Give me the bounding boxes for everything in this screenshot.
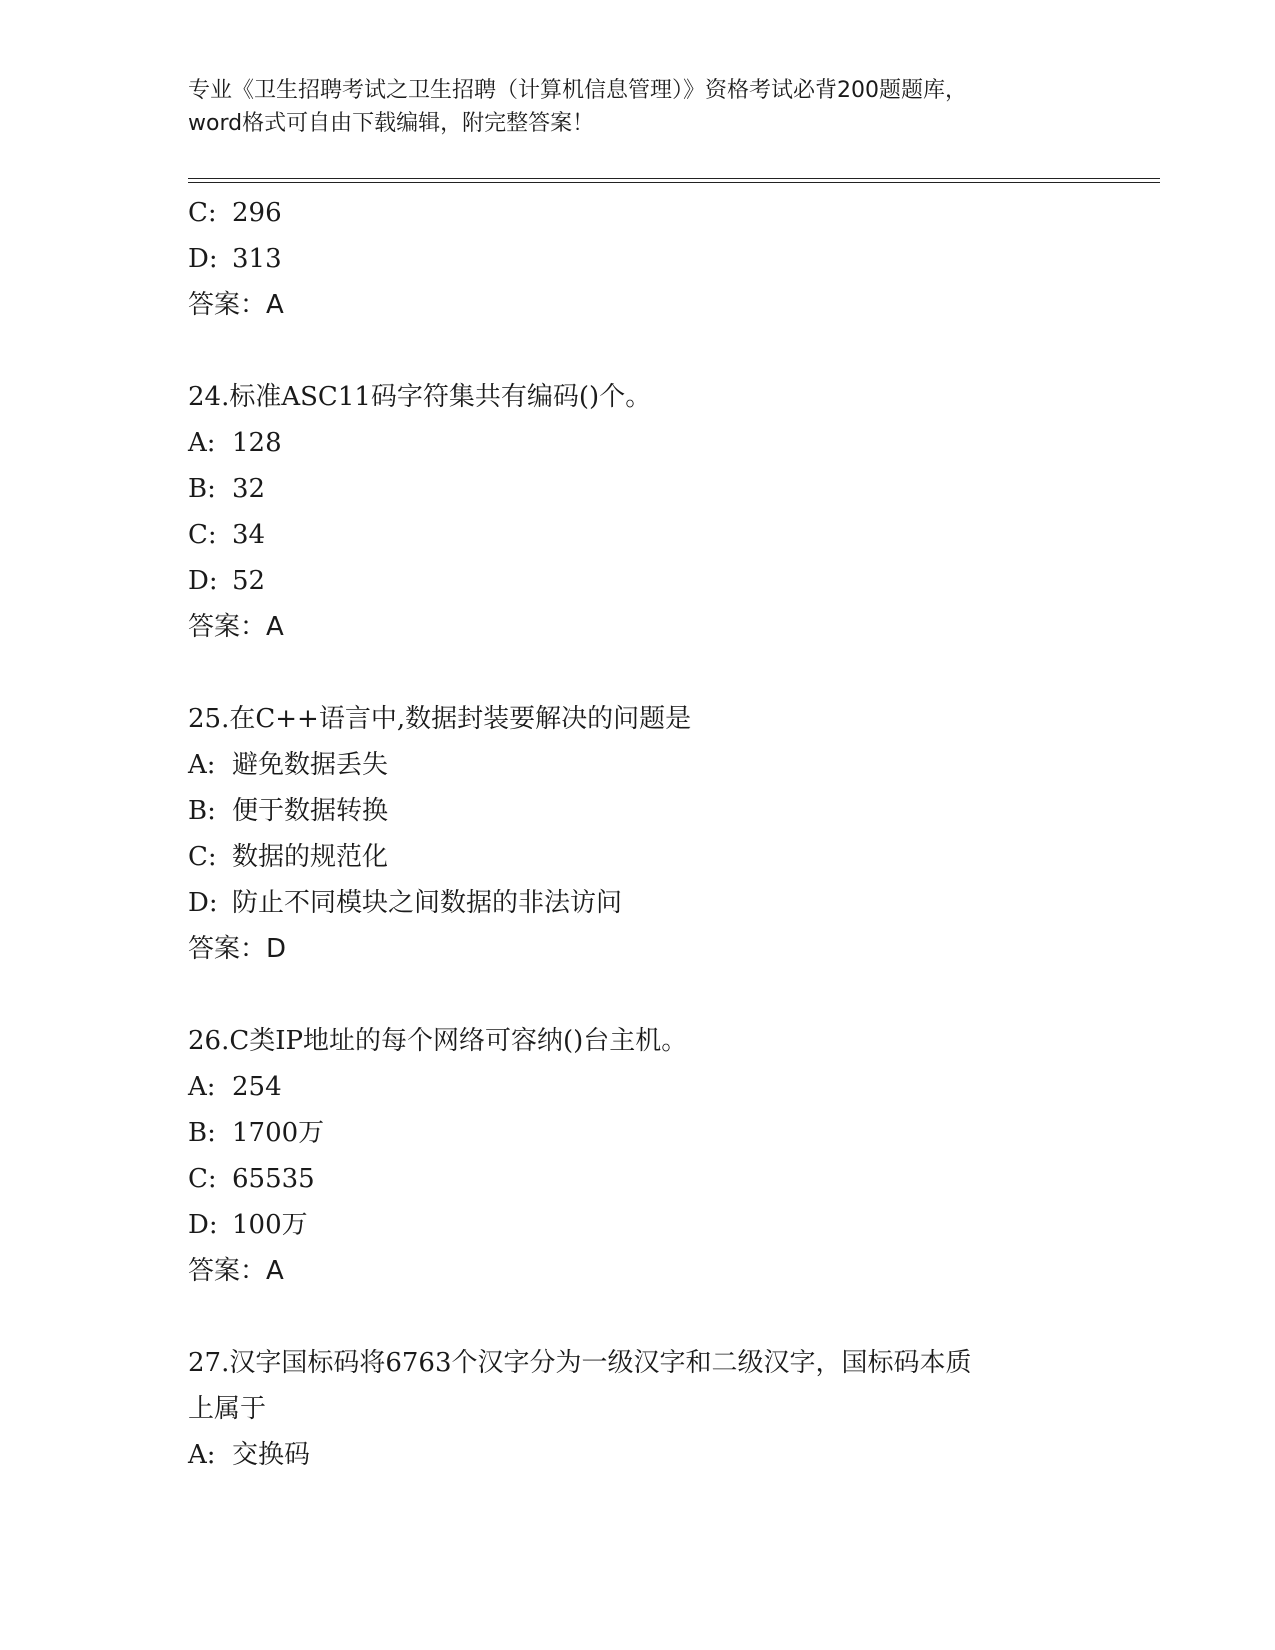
option-line [188, 236, 1088, 282]
option-line [188, 880, 1088, 926]
option-text: 52 [232, 566, 266, 596]
option-text: 1700万 [232, 1118, 325, 1148]
option-text: 数据的规范化 [232, 842, 389, 872]
answer-line: 答案：A [188, 612, 284, 642]
spacer [188, 972, 1088, 1018]
option-line [188, 512, 1088, 558]
answer-line: 答案：D [188, 934, 287, 964]
option-line [188, 1064, 1088, 1110]
header-divider [188, 178, 1160, 179]
option-text: 65535 [232, 1164, 315, 1194]
option-label: B: [188, 1118, 216, 1148]
option-text: 交换码 [232, 1440, 311, 1470]
option-text: 32 [232, 474, 266, 504]
option-label: B: [188, 796, 216, 826]
option-label: D: [188, 244, 218, 274]
question-stem: 25.在C++语言中,数据封装要解决的问题是 [188, 704, 692, 734]
option-line [188, 742, 1088, 788]
option-text: 34 [232, 520, 266, 550]
option-line [188, 190, 1088, 236]
header-line-2: word格式可自由下载编辑，附完整答案！ [188, 111, 595, 136]
option-label: B: [188, 474, 216, 504]
header-divider-second [188, 182, 1160, 183]
spacer [188, 650, 1088, 696]
option-line [188, 1432, 1088, 1478]
option-text: 296 [232, 198, 282, 228]
option-line [188, 834, 1088, 880]
document-header [188, 74, 1088, 140]
option-line [188, 558, 1088, 604]
option-line [188, 1202, 1088, 1248]
answer-line: 答案：A [188, 290, 284, 320]
question-stem: 27.汉字国标码将6763个汉字分为一级汉字和二级汉字，国标码本质 [188, 1348, 972, 1378]
option-label: A: [188, 1440, 216, 1470]
option-text: 便于数据转换 [232, 796, 389, 826]
option-line [188, 788, 1088, 834]
option-label: A: [188, 1072, 216, 1102]
option-text: 313 [232, 244, 282, 274]
question-stem: 26.C类IP地址的每个网络可容纳()台主机。 [188, 1026, 688, 1056]
option-text: 防止不同模块之间数据的非法访问 [232, 888, 623, 918]
option-label: C: [188, 198, 217, 228]
option-line [188, 466, 1088, 512]
option-text: 避免数据丢失 [232, 750, 389, 780]
option-text: 100万 [232, 1210, 308, 1240]
option-line [188, 420, 1088, 466]
spacer [188, 328, 1088, 374]
option-label: D: [188, 888, 218, 918]
option-line [188, 1156, 1088, 1202]
header-line-1: 专业《卫生招聘考试之卫生招聘（计算机信息管理）》资格考试必背200题题库， [188, 78, 967, 103]
option-label: A: [188, 750, 216, 780]
option-label: D: [188, 1210, 218, 1240]
option-label: A: [188, 428, 216, 458]
question-stem: 24.标准ASC11码字符集共有编码()个。 [188, 382, 652, 412]
option-label: C: [188, 842, 217, 872]
question-stem-continued: 上属于 [188, 1394, 267, 1424]
option-line [188, 1110, 1088, 1156]
option-label: C: [188, 1164, 217, 1194]
option-text: 128 [232, 428, 282, 458]
spacer [188, 1294, 1088, 1340]
option-label: D: [188, 566, 218, 596]
question-list [188, 190, 1088, 1478]
option-text: 254 [232, 1072, 282, 1102]
answer-line: 答案：A [188, 1256, 284, 1286]
option-label: C: [188, 520, 217, 550]
